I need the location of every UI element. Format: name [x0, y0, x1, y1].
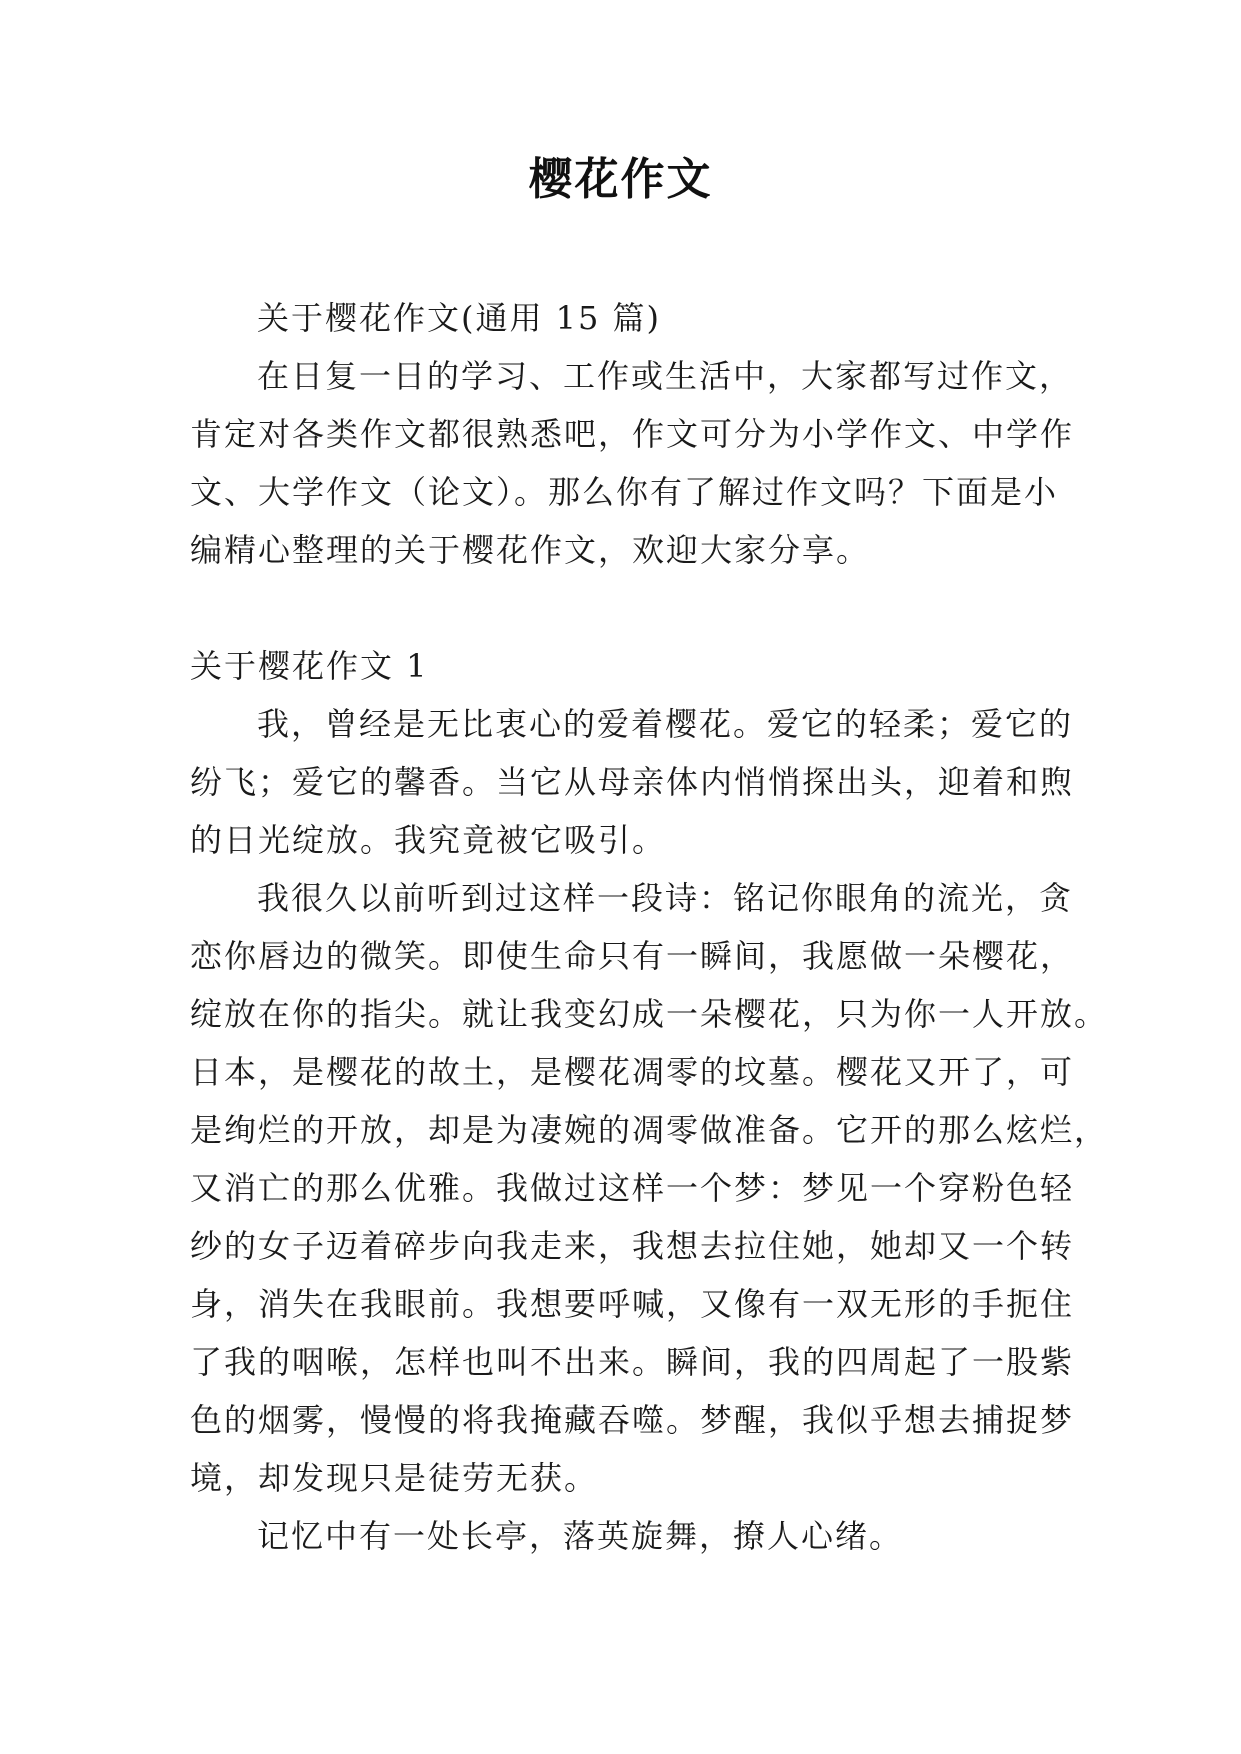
- paragraph-line: 的日光绽放。我究竟被它吸引。: [190, 821, 667, 859]
- paragraph-line: 文、大学作文（论文）。那么你有了解过作文吗？下面是小: [190, 473, 1059, 511]
- paragraph-line: 境，却发现只是徒劳无获。: [190, 1459, 599, 1497]
- paragraph-line: 色的烟雾，慢慢的将我掩藏吞噬。梦醒，我似乎想去捕捉梦: [190, 1401, 1075, 1439]
- paragraph-line: 身，消失在我眼前。我想要呼喊，又像有一双无形的手扼住: [190, 1285, 1075, 1323]
- paragraph-line: 了我的咽喉，怎样也叫不出来。瞬间，我的四周起了一股紫: [190, 1343, 1075, 1381]
- paragraph-spacer: [190, 579, 1060, 637]
- paragraph-line: 日本，是樱花的故土，是樱花凋零的坟墓。樱花又开了，可: [190, 1053, 1075, 1091]
- paragraph-line: 恋你唇边的微笑。即使生命只有一瞬间，我愿做一朵樱花，: [190, 937, 1075, 975]
- paragraph-1: [190, 695, 1075, 869]
- section-heading: 关于樱花作文 1: [190, 647, 429, 685]
- paragraph-line: 记忆中有一处长亭，落英旋舞，撩人心绪。: [257, 1517, 904, 1555]
- paragraph-line: 纷飞；爱它的馨香。当它从母亲体内悄悄探出头，迎着和煦: [190, 763, 1075, 801]
- paragraph-line: 肯定对各类作文都很熟悉吧，作文可分为小学作文、中学作: [190, 415, 1075, 453]
- paragraph-line: 纱的女子迈着碎步向我走来，我想去拉住她，她却又一个转: [190, 1227, 1075, 1265]
- intro-paragraph: [190, 347, 1075, 579]
- paragraph-line: 绽放在你的指尖。就让我变幻成一朵樱花，只为你一人开放。: [190, 995, 1109, 1033]
- paragraph-line: 在日复一日的学习、工作或生活中，大家都写过作文，: [257, 357, 1074, 395]
- paragraph-line: 又消亡的那么优雅。我做过这样一个梦：梦见一个穿粉色轻: [190, 1169, 1075, 1207]
- paragraph-line: 我很久以前听到过这样一段诗：铭记你眼角的流光，贪: [257, 879, 1074, 917]
- paragraph-line: 编精心整理的关于樱花作文，欢迎大家分享。: [190, 531, 871, 569]
- document-body: [190, 289, 1109, 1565]
- paragraph-3: [190, 1507, 1060, 1565]
- paragraph-line: 我，曾经是无比衷心的爱着樱花。爱它的轻柔；爱它的: [257, 705, 1074, 743]
- paragraph-line: 是绚烂的开放，却是为凄婉的凋零做准备。它开的那么炫烂，: [190, 1111, 1109, 1149]
- document-title: 樱花作文: [528, 154, 713, 205]
- paragraph-2: [190, 869, 1109, 1507]
- document-subtitle: 关于樱花作文(通用 15 篇): [257, 299, 662, 337]
